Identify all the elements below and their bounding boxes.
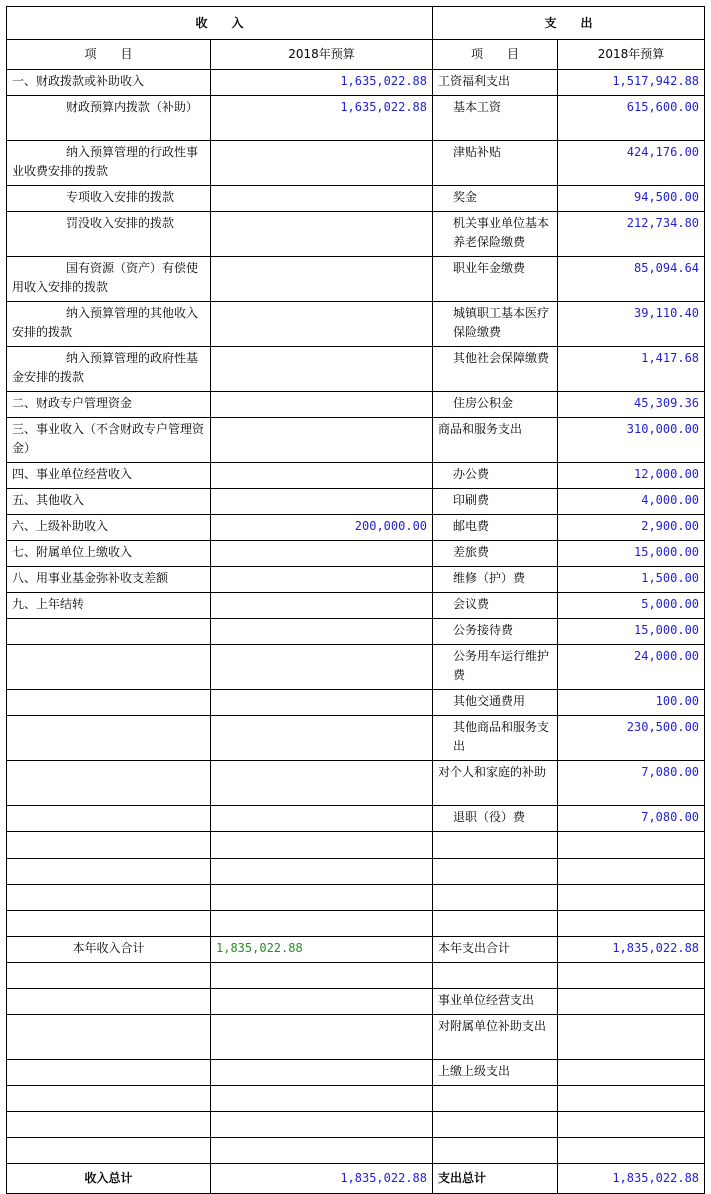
table-row <box>7 70 705 96</box>
income-value-cell <box>211 463 433 489</box>
table-row <box>7 141 705 186</box>
expense-value-cell: 45,309.36 <box>558 392 705 418</box>
income-item-cell <box>7 1060 211 1086</box>
table-row <box>7 212 705 257</box>
expense-value-cell: 1,500.00 <box>558 567 705 593</box>
expense-item-cell: 本年支出合计 <box>433 937 558 963</box>
income-item-cell: 四、事业单位经营收入 <box>7 463 211 489</box>
table-row <box>7 1086 705 1112</box>
expense-value-cell: 39,110.40 <box>558 302 705 347</box>
income-value-cell <box>211 141 433 186</box>
expense-value-cell <box>558 1015 705 1060</box>
expense-item-cell: 上缴上级支出 <box>433 1060 558 1086</box>
expense-value-cell: 424,176.00 <box>558 141 705 186</box>
expense-item-cell: 其他社会保障缴费 <box>433 347 558 392</box>
expense-item-cell: 商品和服务支出 <box>433 418 558 463</box>
income-header: 收 入 <box>7 7 433 40</box>
expense-item-cell: 会议费 <box>433 593 558 619</box>
income-item-cell: 七、附属单位上缴收入 <box>7 541 211 567</box>
income-item-cell <box>7 989 211 1015</box>
expense-item-cell: 办公费 <box>433 463 558 489</box>
table-row <box>7 567 705 593</box>
income-item-cell: 一、财政拨款或补助收入 <box>7 70 211 96</box>
expense-value-cell: 100.00 <box>558 690 705 716</box>
income-item-cell: 专项收入安排的拨款 <box>7 186 211 212</box>
income-value-cell <box>211 963 433 989</box>
income-item-cell: 六、上级补助收入 <box>7 515 211 541</box>
income-value-cell <box>211 302 433 347</box>
expense-item-cell: 退职（役）费 <box>433 806 558 832</box>
table-row <box>7 806 705 832</box>
table-row <box>7 885 705 911</box>
table-row <box>7 347 705 392</box>
income-value-cell <box>211 541 433 567</box>
income-value-cell <box>211 212 433 257</box>
table-row <box>7 418 705 463</box>
income-item-cell: 收入总计 <box>7 1164 211 1194</box>
header-row-1 <box>7 7 705 40</box>
table-row <box>7 1164 705 1194</box>
expense-value-cell <box>558 1112 705 1138</box>
income-value-cell <box>211 690 433 716</box>
income-budget-col: 2018年预算 <box>211 40 433 70</box>
income-item-cell: 财政预算内拨款（补助） <box>7 96 211 141</box>
table-row <box>7 1060 705 1086</box>
expense-item-cell <box>433 911 558 937</box>
table-row <box>7 186 705 212</box>
expense-item-cell: 奖金 <box>433 186 558 212</box>
income-value-cell <box>211 832 433 859</box>
income-value-cell <box>211 418 433 463</box>
expense-budget-col: 2018年预算 <box>558 40 705 70</box>
table-row <box>7 761 705 806</box>
income-value-cell <box>211 1112 433 1138</box>
expense-item-cell: 差旅费 <box>433 541 558 567</box>
expense-value-cell: 15,000.00 <box>558 619 705 645</box>
table-row <box>7 716 705 761</box>
expense-value-cell: 24,000.00 <box>558 645 705 690</box>
income-value-cell <box>211 186 433 212</box>
expense-item-cell <box>433 963 558 989</box>
income-value-cell <box>211 761 433 806</box>
table-row <box>7 392 705 418</box>
table-row <box>7 541 705 567</box>
expense-value-cell <box>558 963 705 989</box>
expense-item-cell: 城镇职工基本医疗保险缴费 <box>433 302 558 347</box>
expense-item-cell: 基本工资 <box>433 96 558 141</box>
income-item-cell <box>7 1015 211 1060</box>
expense-value-cell: 212,734.80 <box>558 212 705 257</box>
expense-value-cell: 230,500.00 <box>558 716 705 761</box>
expense-item-cell: 住房公积金 <box>433 392 558 418</box>
income-item-col: 项 目 <box>7 40 211 70</box>
budget-table <box>6 6 705 1194</box>
income-value-cell <box>211 806 433 832</box>
expense-value-cell: 615,600.00 <box>558 96 705 141</box>
expense-value-cell: 1,517,942.88 <box>558 70 705 96</box>
expense-item-cell: 其他交通费用 <box>433 690 558 716</box>
expense-item-cell: 支出总计 <box>433 1164 558 1194</box>
expense-value-cell: 85,094.64 <box>558 257 705 302</box>
income-item-cell <box>7 859 211 885</box>
expense-value-cell <box>558 989 705 1015</box>
table-row <box>7 645 705 690</box>
income-item-cell <box>7 1086 211 1112</box>
income-value-cell <box>211 392 433 418</box>
expense-item-cell: 邮电费 <box>433 515 558 541</box>
income-value-cell <box>211 257 433 302</box>
table-row <box>7 257 705 302</box>
expense-item-cell <box>433 832 558 859</box>
expense-value-cell: 1,835,022.88 <box>558 937 705 963</box>
expense-value-cell: 2,900.00 <box>558 515 705 541</box>
income-value-cell <box>211 989 433 1015</box>
expense-value-cell: 7,080.00 <box>558 761 705 806</box>
expense-item-cell <box>433 1112 558 1138</box>
income-item-cell: 纳入预算管理的政府性基金安排的拨款 <box>7 347 211 392</box>
expense-value-cell <box>558 1138 705 1164</box>
expense-item-cell <box>433 1138 558 1164</box>
income-value-cell <box>211 885 433 911</box>
income-value-cell <box>211 567 433 593</box>
table-row <box>7 302 705 347</box>
income-value-cell <box>211 489 433 515</box>
table-row <box>7 96 705 141</box>
table-row <box>7 1138 705 1164</box>
income-item-cell <box>7 911 211 937</box>
expense-value-cell: 94,500.00 <box>558 186 705 212</box>
expense-value-cell <box>558 911 705 937</box>
income-item-cell: 三、事业收入（不含财政专户管理资金） <box>7 418 211 463</box>
income-item-cell <box>7 761 211 806</box>
income-item-cell: 本年收入合计 <box>7 937 211 963</box>
income-item-cell: 罚没收入安排的拨款 <box>7 212 211 257</box>
expense-item-cell <box>433 885 558 911</box>
income-value-cell <box>211 1015 433 1060</box>
income-item-cell: 纳入预算管理的其他收入安排的拨款 <box>7 302 211 347</box>
income-value-cell <box>211 716 433 761</box>
income-item-cell: 二、财政专户管理资金 <box>7 392 211 418</box>
income-value-cell <box>211 645 433 690</box>
income-item-cell: 纳入预算管理的行政性事业收费安排的拨款 <box>7 141 211 186</box>
expense-item-cell: 维修（护）费 <box>433 567 558 593</box>
table-row <box>7 690 705 716</box>
expense-item-cell: 津贴补贴 <box>433 141 558 186</box>
expense-value-cell: 310,000.00 <box>558 418 705 463</box>
table-row <box>7 593 705 619</box>
expense-value-cell: 1,835,022.88 <box>558 1164 705 1194</box>
table-row <box>7 1112 705 1138</box>
income-item-cell: 国有资源（资产）有偿使用收入安排的拨款 <box>7 257 211 302</box>
expense-item-cell <box>433 859 558 885</box>
income-item-cell <box>7 1138 211 1164</box>
expense-header: 支 出 <box>433 7 705 40</box>
expense-item-cell: 公务用车运行维护费 <box>433 645 558 690</box>
expense-value-cell <box>558 1086 705 1112</box>
expense-value-cell <box>558 832 705 859</box>
expense-item-cell: 职业年金缴费 <box>433 257 558 302</box>
income-item-cell <box>7 690 211 716</box>
table-row <box>7 489 705 515</box>
expense-value-cell <box>558 859 705 885</box>
table-row <box>7 989 705 1015</box>
income-value-cell <box>211 593 433 619</box>
income-value-cell: 200,000.00 <box>211 515 433 541</box>
table-row <box>7 515 705 541</box>
table-row <box>7 859 705 885</box>
income-value-cell <box>211 1086 433 1112</box>
expense-value-cell <box>558 1060 705 1086</box>
expense-item-cell: 工资福利支出 <box>433 70 558 96</box>
income-item-cell <box>7 885 211 911</box>
income-value-cell <box>211 859 433 885</box>
income-item-cell <box>7 963 211 989</box>
income-value-cell: 1,635,022.88 <box>211 70 433 96</box>
income-item-cell <box>7 832 211 859</box>
income-value-cell: 1,835,022.88 <box>211 937 433 963</box>
expense-item-cell: 其他商品和服务支出 <box>433 716 558 761</box>
expense-item-cell <box>433 1086 558 1112</box>
expense-item-cell: 印刷费 <box>433 489 558 515</box>
expense-item-cell: 对个人和家庭的补助 <box>433 761 558 806</box>
income-value-cell: 1,835,022.88 <box>211 1164 433 1194</box>
expense-item-cell: 对附属单位补助支出 <box>433 1015 558 1060</box>
expense-item-cell: 机关事业单位基本养老保险缴费 <box>433 212 558 257</box>
income-value-cell <box>211 911 433 937</box>
table-row <box>7 911 705 937</box>
header-row-2 <box>7 40 705 70</box>
income-value-cell <box>211 347 433 392</box>
income-value-cell: 1,635,022.88 <box>211 96 433 141</box>
expense-value-cell <box>558 885 705 911</box>
income-value-cell <box>211 1060 433 1086</box>
expense-item-col: 项 目 <box>433 40 558 70</box>
expense-value-cell: 4,000.00 <box>558 489 705 515</box>
table-row <box>7 619 705 645</box>
income-item-cell <box>7 806 211 832</box>
income-item-cell: 八、用事业基金弥补收支差额 <box>7 567 211 593</box>
table-row <box>7 963 705 989</box>
expense-value-cell: 7,080.00 <box>558 806 705 832</box>
income-item-cell <box>7 1112 211 1138</box>
table-row <box>7 937 705 963</box>
income-item-cell: 五、其他收入 <box>7 489 211 515</box>
table-row <box>7 832 705 859</box>
income-item-cell: 九、上年结转 <box>7 593 211 619</box>
table-row <box>7 1015 705 1060</box>
income-item-cell <box>7 716 211 761</box>
income-item-cell <box>7 645 211 690</box>
expense-value-cell: 12,000.00 <box>558 463 705 489</box>
expense-value-cell: 15,000.00 <box>558 541 705 567</box>
income-value-cell <box>211 1138 433 1164</box>
expense-value-cell: 1,417.68 <box>558 347 705 392</box>
table-row <box>7 463 705 489</box>
income-value-cell <box>211 619 433 645</box>
expense-item-cell: 事业单位经营支出 <box>433 989 558 1015</box>
income-item-cell <box>7 619 211 645</box>
expense-value-cell: 5,000.00 <box>558 593 705 619</box>
expense-item-cell: 公务接待费 <box>433 619 558 645</box>
